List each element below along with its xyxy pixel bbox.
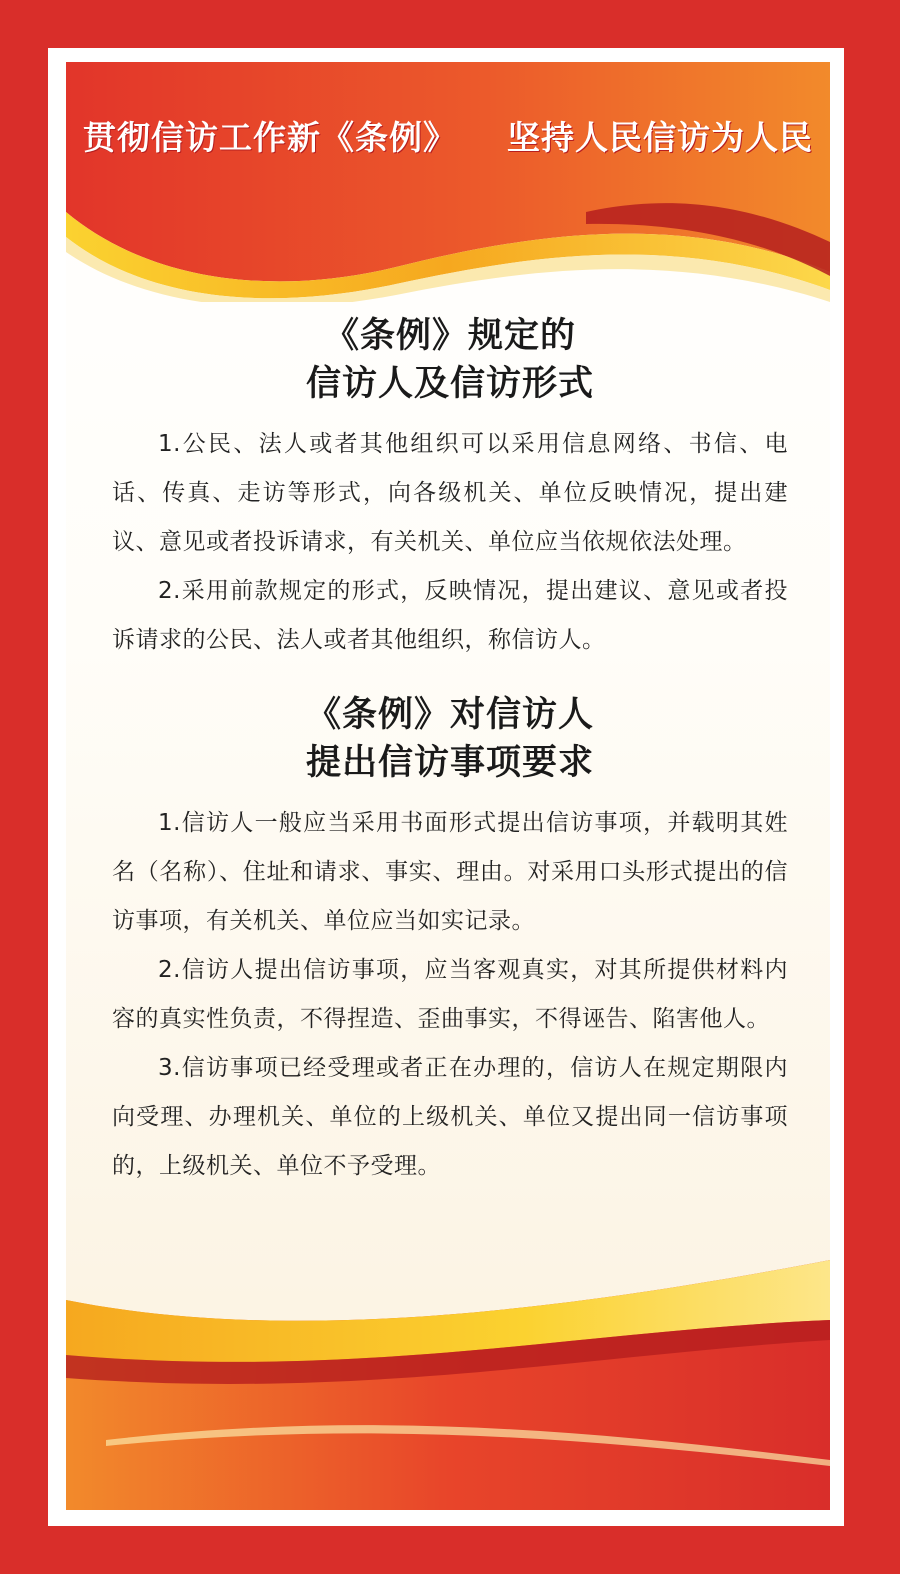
section-heading-wrap: [112, 312, 788, 408]
section-heading-line-2: 信访人及信访形式: [305, 364, 594, 404]
paragraph-2: 2.采用前款规定的形式，反映情况，提出建议、意见或者投诉请求的公民、法人或者其他组织，称信访人。: [112, 578, 788, 653]
poster-panel: [66, 62, 830, 1510]
paragraph-1: 1.信访人一般应当采用书面形式提出信访事项，并载明其姓名（名称）、住址和请求、事实、理由。对采用口头形式提出的信访事项，有关机关、单位应当如实记录。: [112, 810, 788, 934]
section-heading-line-2: 提出信访事项要求: [305, 743, 594, 783]
poster-content: [112, 312, 788, 1191]
section-petition-requirements: [112, 691, 788, 1191]
section-heading: [112, 691, 788, 787]
paragraph-1: 1.公民、法人或者其他组织可以采用信息网络、书信、电话、传真、走访等形式，向各级机关、单位反映情况，提出建议、意见或者投诉请求，有关机关、单位应当依规依法处理。: [112, 431, 788, 555]
section-heading-line-1: 《条例》规定的: [323, 316, 576, 356]
section-petitioner-forms: [112, 312, 788, 665]
section-heading: [112, 312, 788, 408]
top-banner-decoration: [66, 62, 830, 302]
banner-title: 贯彻信访工作新《条例》 坚持人民信访为人民: [83, 118, 813, 157]
section-heading-line-1: 《条例》对信访人: [305, 695, 594, 735]
paragraph-2: 2.信访人提出信访事项，应当客观真实，对其所提供材料内容的真实性负责，不得捏造、歪曲事实，不得诬告、陷害他人。: [112, 957, 788, 1032]
bottom-banner-decoration: [66, 1260, 830, 1510]
section-heading-wrap: [112, 691, 788, 787]
paragraph-3: 3.信访事项已经受理或者正在办理的，信访人在规定期限内向受理、办理机关、单位的上级机关、单位又提出同一信访事项的，上级机关、单位不予受理。: [112, 1055, 788, 1179]
